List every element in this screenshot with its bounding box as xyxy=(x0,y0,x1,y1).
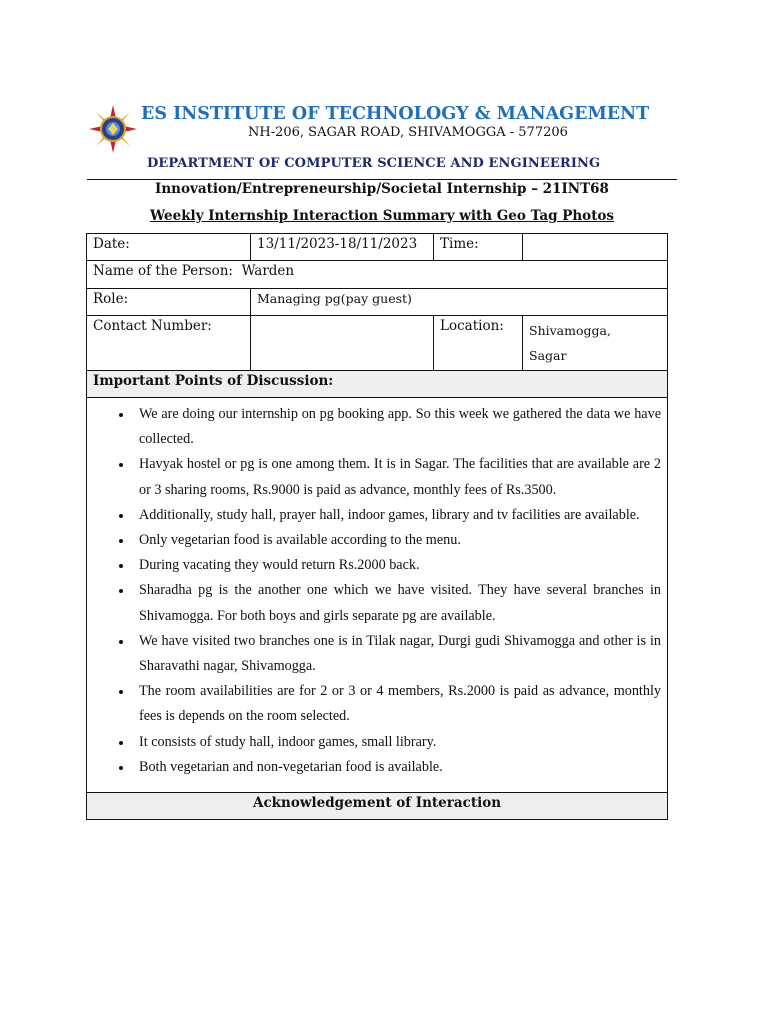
time-label: Time: xyxy=(434,234,523,261)
discussion-heading: Important Points of Discussion: xyxy=(87,371,668,398)
person-label: Name of the Person: xyxy=(93,263,233,279)
role-value: Managing pg(pay guest) xyxy=(251,289,668,316)
discussion-point: • Havyak hostel or pg is one among them. It is in Sagar. The facilities that are available are 2 or 3 sharing rooms, Rs.9000 is paid as advance, monthly fees of Rs.3500. xyxy=(133,452,661,502)
discussion-points-cell xyxy=(87,398,668,793)
time-value xyxy=(523,234,668,261)
contact-location-row xyxy=(87,316,668,371)
department-name: DEPARTMENT OF COMPUTER SCIENCE AND ENGINEERING xyxy=(147,156,601,171)
date-time-row xyxy=(87,234,668,261)
location-line-1: Shivamogga, xyxy=(529,323,611,338)
discussion-point: • It consists of study hall, indoor games, small library. xyxy=(133,730,661,755)
discussion-points-row xyxy=(87,398,668,793)
location-label: Location: xyxy=(434,316,523,371)
interaction-summary-table xyxy=(86,233,668,820)
location-line-2: Sagar xyxy=(529,348,567,363)
discussion-point: • During vacating they would return Rs.2000 back. xyxy=(133,553,661,578)
institute-name: ES INSTITUTE OF TECHNOLOGY & MANAGEMENT xyxy=(141,104,650,124)
discussion-point: • We are doing our internship on pg booking app. So this week we gathered the data we have collected. xyxy=(133,402,661,452)
person-value: Warden xyxy=(241,263,295,279)
document-subtitle: Weekly Internship Interaction Summary with Geo Tag Photos xyxy=(149,208,615,224)
discussion-point: • Only vegetarian food is available according to the menu. xyxy=(133,528,661,553)
location-value xyxy=(523,316,668,371)
document-title: Innovation/Entrepreneurship/Societal Internship – 21INT68 xyxy=(155,181,609,197)
date-value: 13/11/2023-18/11/2023 xyxy=(251,234,434,261)
person-cell xyxy=(87,261,668,289)
acknowledgement-row xyxy=(87,793,668,820)
person-row xyxy=(87,261,668,289)
discussion-point: • We have visited two branches one is in Tilak nagar, Durgi gudi Shivamogga and other is in Sharavathi nagar, Shivamogga. xyxy=(133,629,661,679)
institute-logo xyxy=(88,104,138,154)
discussion-heading-row xyxy=(87,371,668,398)
contact-value xyxy=(251,316,434,371)
acknowledgement-heading: Acknowledgement of Interaction xyxy=(87,793,668,820)
role-row xyxy=(87,289,668,316)
discussion-point: • Additionally, study hall, prayer hall, indoor games, library and tv facilities are available. xyxy=(133,503,661,528)
discussion-point: • The room availabilities are for 2 or 3 or 4 members, Rs.2000 is paid as advance, monthly fees is depends on the room selected. xyxy=(133,679,661,729)
contact-label: Contact Number: xyxy=(87,316,251,371)
role-label: Role: xyxy=(87,289,251,316)
institute-address: NH-206, SAGAR ROAD, SHIVAMOGGA - 577206 xyxy=(248,125,568,140)
discussion-point: • Both vegetarian and non-vegetarian food is available. xyxy=(133,755,661,780)
discussion-points-list xyxy=(87,402,661,780)
date-label: Date: xyxy=(87,234,251,261)
header-divider xyxy=(87,179,677,180)
discussion-point: • Sharadha pg is the another one which we have visited. They have several branches in Shivamogga. For both boys and girls separate pg are available. xyxy=(133,578,661,628)
